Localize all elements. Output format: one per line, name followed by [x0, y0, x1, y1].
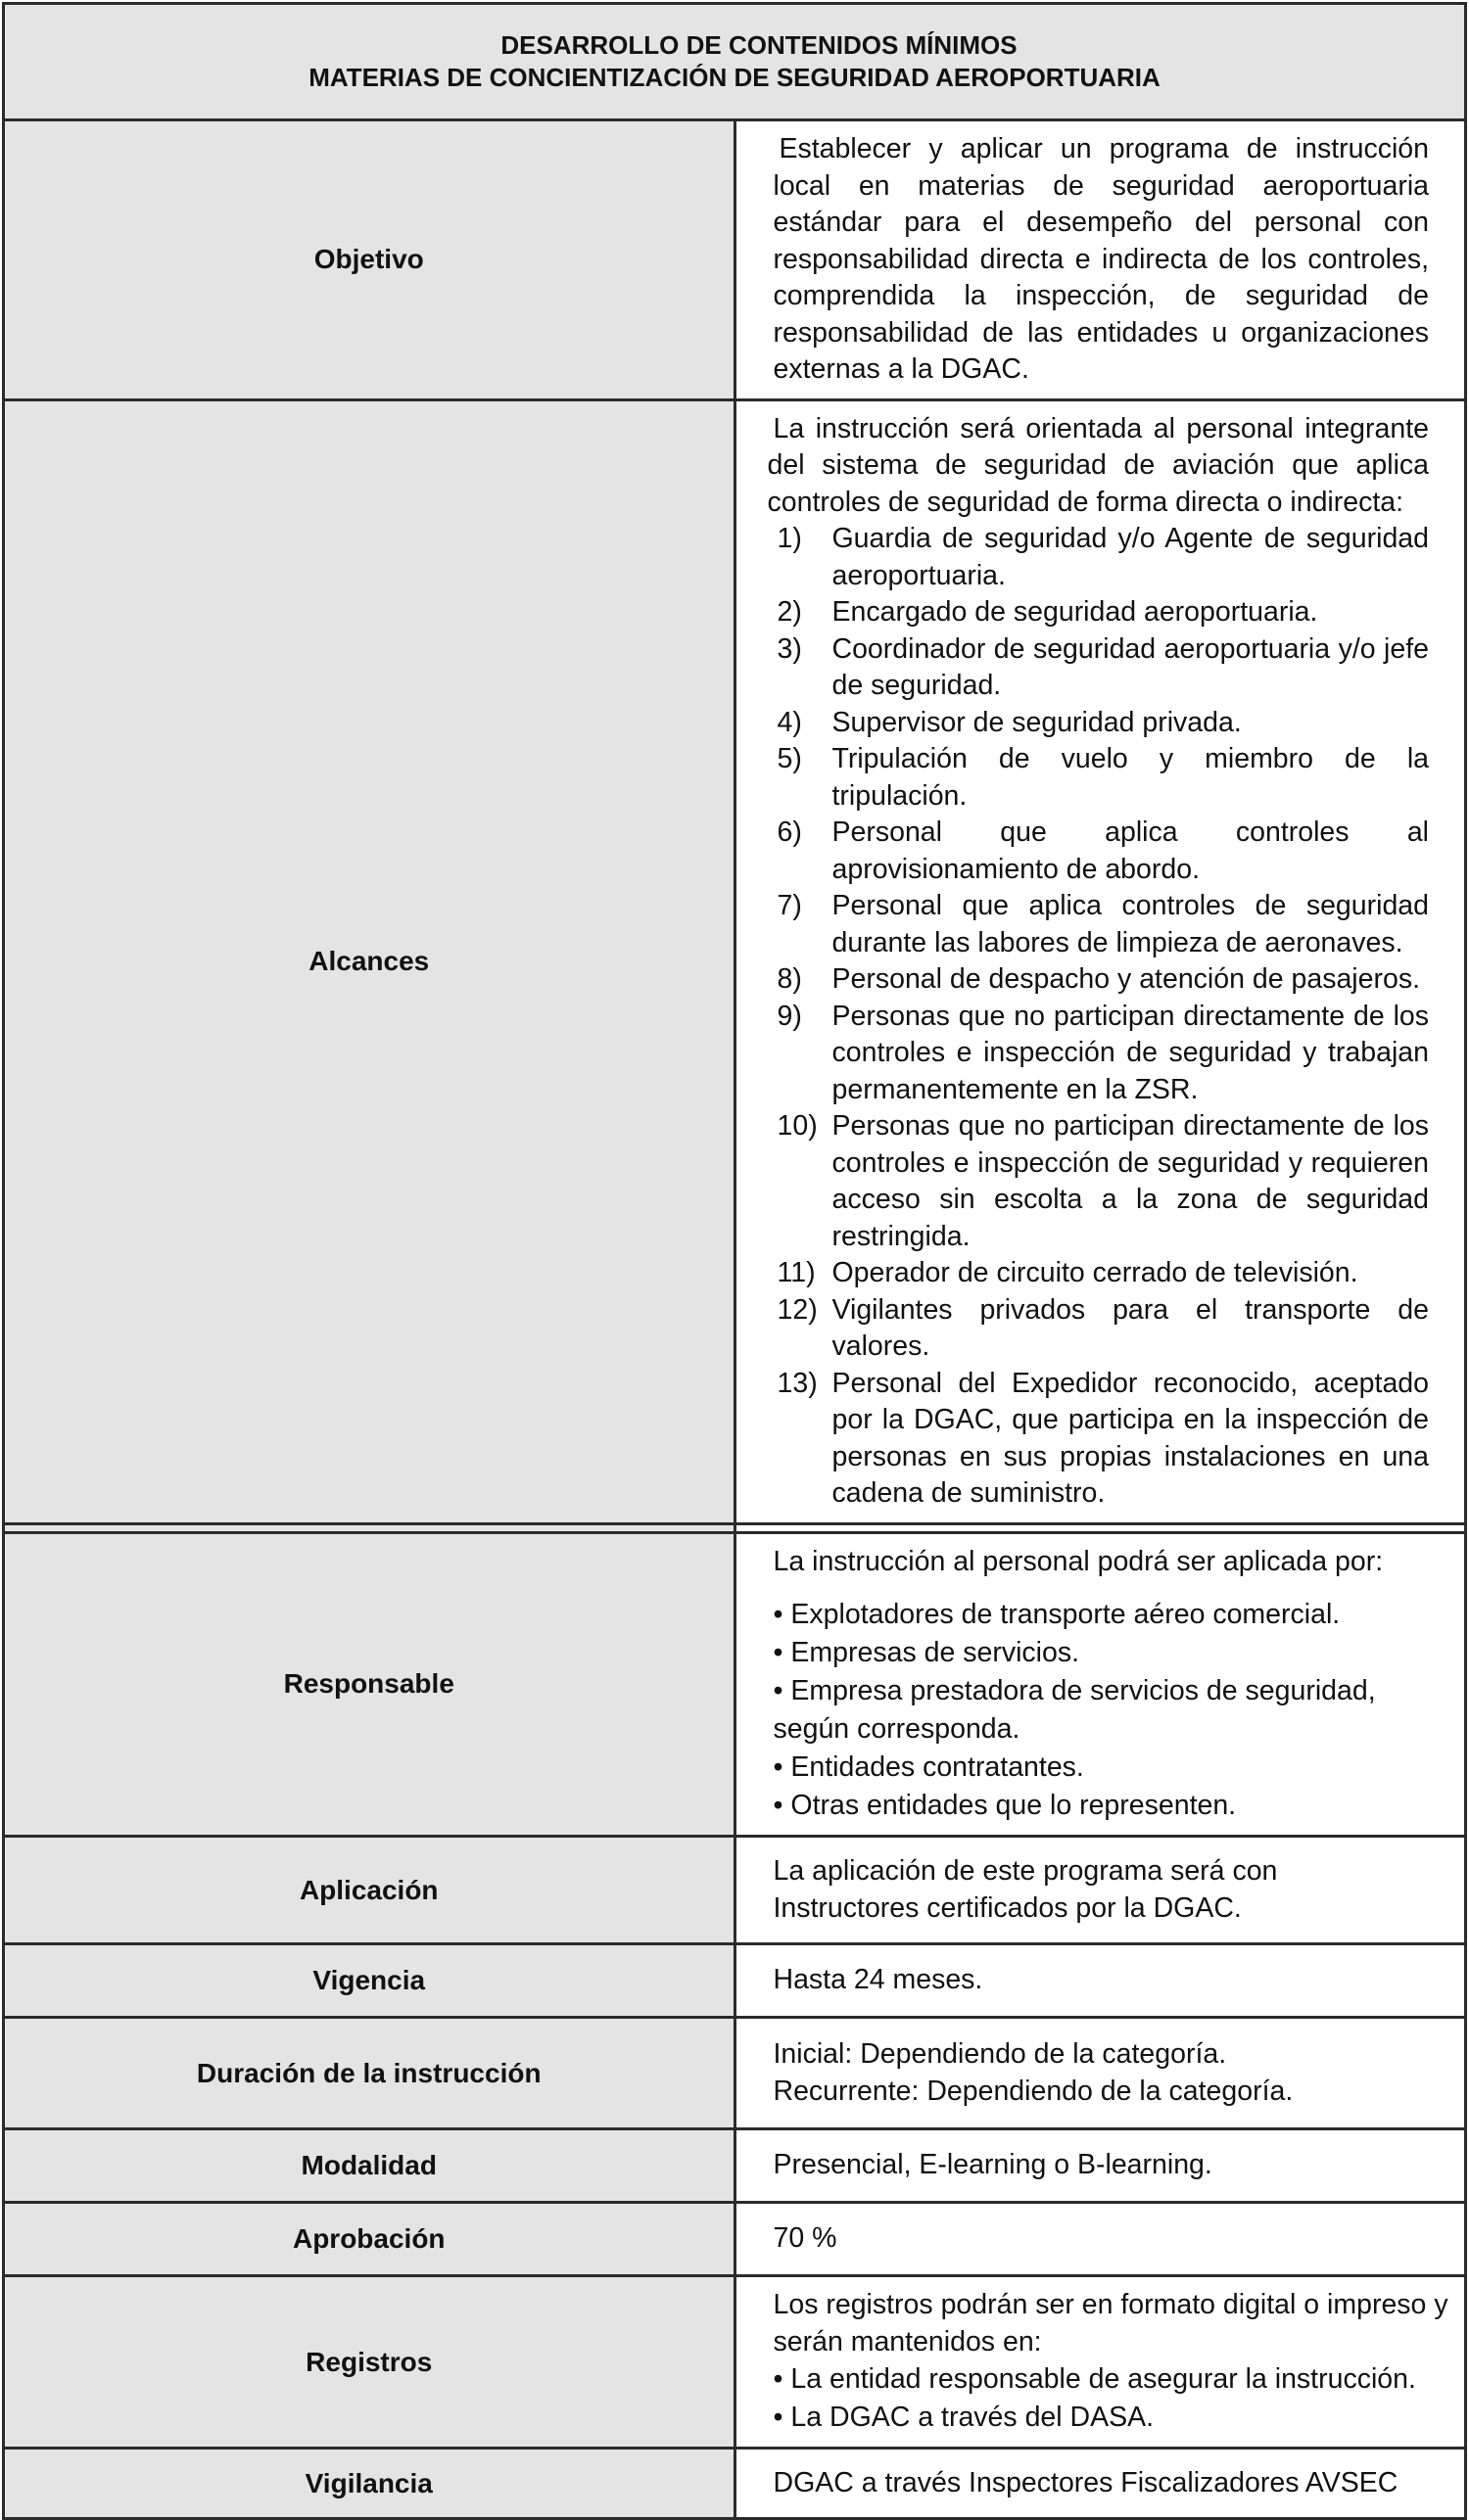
row-responsable [4, 1532, 1466, 1837]
responsable-item: • Otras entidades que lo representen. [773, 1790, 1237, 1821]
alcances-intro: La instrucción será orientada al personal integrante del sistema de seguridad de aviación que aplica controles de seguridad de forma directa o indirecta: [767, 412, 1429, 518]
content-registros [734, 2276, 1466, 2449]
item-number: 2) [777, 596, 802, 628]
title-line-2: MATERIAS DE CONCIENTIZACIÓN DE SEGURIDAD AEROPORTUARIA [308, 63, 1161, 92]
item-text: Supervisor de seguridad privada. [831, 706, 1242, 738]
alcances-list [768, 521, 1430, 1513]
label-aplicacion: Aplicación [4, 1837, 735, 1944]
responsable-item: • Entidades contratantes. [773, 1751, 1084, 1783]
duracion-inicial: Inicial: Dependiendo de la categoría. [773, 2038, 1227, 2070]
duracion-recurrente: Recurrente: Dependiendo de la categoría. [773, 2075, 1294, 2107]
table-title [4, 4, 1466, 120]
content-duracion [734, 2018, 1466, 2129]
item-number: 3) [777, 632, 802, 665]
row-vigilancia [4, 2449, 1466, 2519]
alcances-item [768, 594, 1430, 631]
item-text: Personal del Expedidor reconocido, aceptado por la DGAC, que participa en la inspección de personas en sus propias instalaciones en una cadena de suministro. [831, 1367, 1429, 1509]
row-modalidad [4, 2129, 1466, 2203]
item-number: 11) [777, 1257, 816, 1288]
alcances-item [768, 1366, 1430, 1513]
responsable-item: • Empresa prestadora de servicios de seguridad, según corresponda. [773, 1675, 1376, 1745]
alcances-item [768, 1255, 1430, 1292]
label-vigencia: Vigencia [4, 1944, 735, 2018]
label-alcances: Alcances [4, 399, 735, 1523]
row-aprobacion [4, 2203, 1466, 2276]
item-text: Encargado de seguridad aeroportuaria. [831, 596, 1318, 628]
label-modalidad: Modalidad [4, 2129, 735, 2203]
item-number: 13) [777, 1367, 818, 1399]
row-vigencia [4, 1944, 1466, 2018]
registros-list [774, 2360, 1455, 2437]
alcances-item [768, 521, 1430, 594]
aprobacion-text: 70 % [773, 2222, 837, 2255]
aplicacion-text: La aplicación de este programa será con Instructores certificados por la DGAC. [773, 1855, 1278, 1924]
row-objetivo [4, 120, 1466, 400]
alcances-item [768, 705, 1430, 742]
item-text: Vigilantes privados para el transporte de valores. [831, 1293, 1429, 1362]
alcances-item [768, 631, 1430, 705]
alcances-item [768, 815, 1430, 888]
document-table-container [2, 2, 1467, 2520]
row-duracion [4, 2018, 1466, 2129]
content-objetivo [734, 120, 1466, 400]
item-text: Operador de circuito cerrado de televisión. [831, 1257, 1358, 1288]
row-aplicacion [4, 1837, 1466, 1944]
content-alcances [734, 399, 1466, 1523]
spacer-row [4, 1523, 1466, 1532]
item-number: 5) [777, 743, 802, 774]
row-registros [4, 2276, 1466, 2449]
responsable-item: • Empresas de servicios. [773, 1637, 1079, 1668]
item-text: Personal que aplica controles de seguridad durante las labores de limpieza de aeronaves. [831, 890, 1429, 958]
item-number: 8) [777, 963, 802, 995]
vigencia-text: Hasta 24 meses. [773, 1964, 983, 1996]
objetivo-text: Establecer y aplicar un programa de instrucción local en materias de seguridad aeroportuaria estándar para el desempeño del personal con responsabilidad directa e indirecta de los controles, comprendida la inspección, de seguridad de responsabilidad de las entidades u organizaciones externas a la DGAC. [773, 133, 1429, 385]
item-number: 10) [777, 1110, 818, 1142]
modalidad-text: Presencial, E-learning o B-learning. [773, 2149, 1212, 2181]
alcances-item [768, 888, 1430, 961]
vigilancia-text: DGAC a través Inspectores Fiscalizadores AVSEC [773, 2466, 1398, 2498]
content-modalidad [734, 2129, 1466, 2203]
content-aplicacion [734, 1837, 1466, 1944]
registros-intro: Los registros podrán ser en formato digital o impreso y serán mantenidos en: [773, 2289, 1448, 2357]
item-text: Personal de despacho y atención de pasajeros. [831, 963, 1420, 995]
item-number: 7) [777, 890, 802, 921]
registros-item: • La DGAC a través del DASA. [773, 2402, 1155, 2433]
label-objetivo: Objetivo [4, 120, 735, 400]
responsable-intro: La instrucción al personal podrá ser aplicada por: [773, 1545, 1384, 1577]
alcances-item [768, 741, 1430, 815]
title-line-1: DESARROLLO DE CONTENIDOS MÍNIMOS [500, 30, 1018, 60]
alcances-item [768, 999, 1430, 1109]
contents-table [2, 2, 1467, 2520]
responsable-item: • Explotadores de transporte aéreo comercial. [773, 1599, 1341, 1630]
spacer-label [4, 1523, 735, 1532]
responsable-list [774, 1596, 1430, 1825]
item-text: Coordinador de seguridad aeroportuaria y/o jefe de seguridad. [831, 632, 1429, 701]
item-text: Personas que no participan directamente de los controles e inspección de seguridad y trabajan permanentemente en la ZSR. [831, 1000, 1429, 1105]
label-vigilancia: Vigilancia [4, 2449, 735, 2519]
item-text: Personas que no participan directamente de los controles e inspección de seguridad y requieren acceso sin escolta a la zona de seguridad restringida. [831, 1110, 1429, 1252]
spacer-content [734, 1523, 1466, 1532]
item-number: 4) [777, 706, 802, 738]
label-aprobacion: Aprobación [4, 2203, 735, 2276]
item-number: 1) [777, 523, 802, 554]
label-registros: Registros [4, 2276, 735, 2449]
content-vigilancia [734, 2449, 1466, 2519]
item-text: Tripulación de vuelo y miembro de la tripulación. [831, 743, 1429, 812]
alcances-item [768, 961, 1430, 999]
label-duracion: Duración de la instrucción [4, 2018, 735, 2129]
row-alcances [4, 399, 1466, 1523]
label-responsable: Responsable [4, 1532, 735, 1837]
alcances-item [768, 1108, 1430, 1255]
item-text: Personal que aplica controles al aprovisionamiento de abordo. [831, 817, 1429, 885]
content-aprobacion [734, 2203, 1466, 2276]
item-text: Guardia de seguridad y/o Agente de seguridad aeroportuaria. [831, 523, 1429, 591]
item-number: 12) [777, 1293, 818, 1326]
item-number: 6) [777, 817, 802, 848]
alcances-item [768, 1292, 1430, 1366]
content-responsable [734, 1532, 1466, 1837]
content-vigencia [734, 1944, 1466, 2018]
registros-item: • La entidad responsable de asegurar la instrucción. [773, 2363, 1416, 2395]
item-number: 9) [777, 1000, 802, 1032]
title-row [4, 4, 1466, 120]
